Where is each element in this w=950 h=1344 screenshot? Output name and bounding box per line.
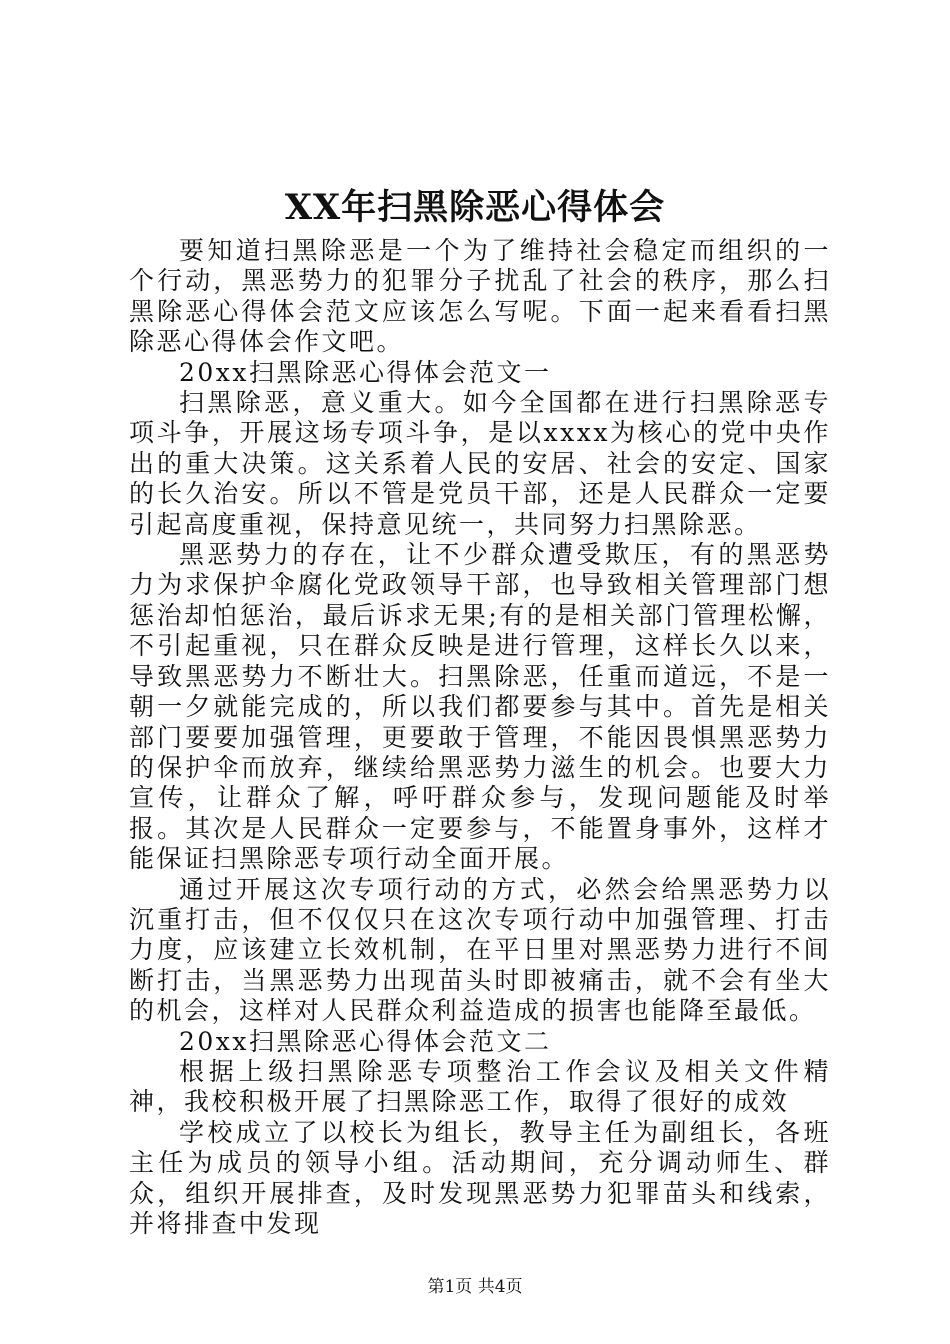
paragraph: 黑恶势力的存在，让不少群众遭受欺压，有的黑恶势力为求保护伞腐化党政领导干部，也导致相关管理部门想惩治却怕惩治，最后诉求无果;有的是相关部门管理松懈，不引起重视，只在群众反映是进行管理，这样长久以来，导致黑恶势力不断壮大。扫黑除恶，任重而道远，不是一朝一夕就能完成的，所以我们都要参与其中。首先是相关部门要要加强管理，更要敢于管理，不能因畏惧黑恶势力的保护伞而放弃，继续给黑恶势力滋生的机会。也要大力宣传，让群众了解，呼吁群众参与，发现问题能及时举报。其次是人民群众一定要参与，不能置身事外，这样才能保证扫黑除恶专项行动全面开展。	[129, 540, 831, 874]
section-heading-1: 20xx扫黑除恶心得体会范文一	[179, 357, 552, 387]
paragraph: 通过开展这次专项行动的方式，必然会给黑恶势力以沉重打击，但不仅仅只在这次专项行动中加强管理、打击力度，应该建立长效机制，在平日里对黑恶势力进行不间断打击，当黑恶势力出现苗头时即被痛击，就不会有坐大的机会，这样对人民群众利益造成的损害也能降至最低。	[129, 874, 831, 1026]
paragraph: 学校成立了以校长为组长，教导主任为副组长，各班主任为成员的领导小组。活动期间，充分调动师生、群众，组织开展排查，及时发现黑恶势力犯罪苗头和线索，并将排查中发现	[129, 1117, 831, 1238]
paragraph: 扫黑除恶，意义重大。如今全国都在进行扫黑除恶专项斗争，开展这场专项斗争，是以xxxx为核心的党中央作出的重大决策。这关系着人民的安居、社会的安定、国家的长久治安。所以不管是党员干部，还是人民群众一定要引起高度重视，保持意见统一，共同努力扫黑除恶。	[129, 388, 831, 539]
section-heading-2: 20xx扫黑除恶心得体会范文二	[179, 1026, 552, 1056]
paragraph: 根据上级扫黑除恶专项整治工作会议及相关文件精神，我校积极开展了扫黑除恶工作，取得了很好的成效	[129, 1056, 831, 1117]
intro-paragraph: 要知道扫黑除恶是一个为了维持社会稳定而组织的一个行动，黑恶势力的犯罪分子扰乱了社会的秩序，那么扫黑除恶心得体会范文应该怎么写呢。下面一起来看看扫黑除恶心得体会作文吧。	[129, 236, 831, 357]
document-title: XX年扫黑除恶心得体会	[284, 187, 666, 228]
document-body	[129, 236, 831, 1239]
page-footer: 第1页 共4页	[427, 1277, 523, 1297]
